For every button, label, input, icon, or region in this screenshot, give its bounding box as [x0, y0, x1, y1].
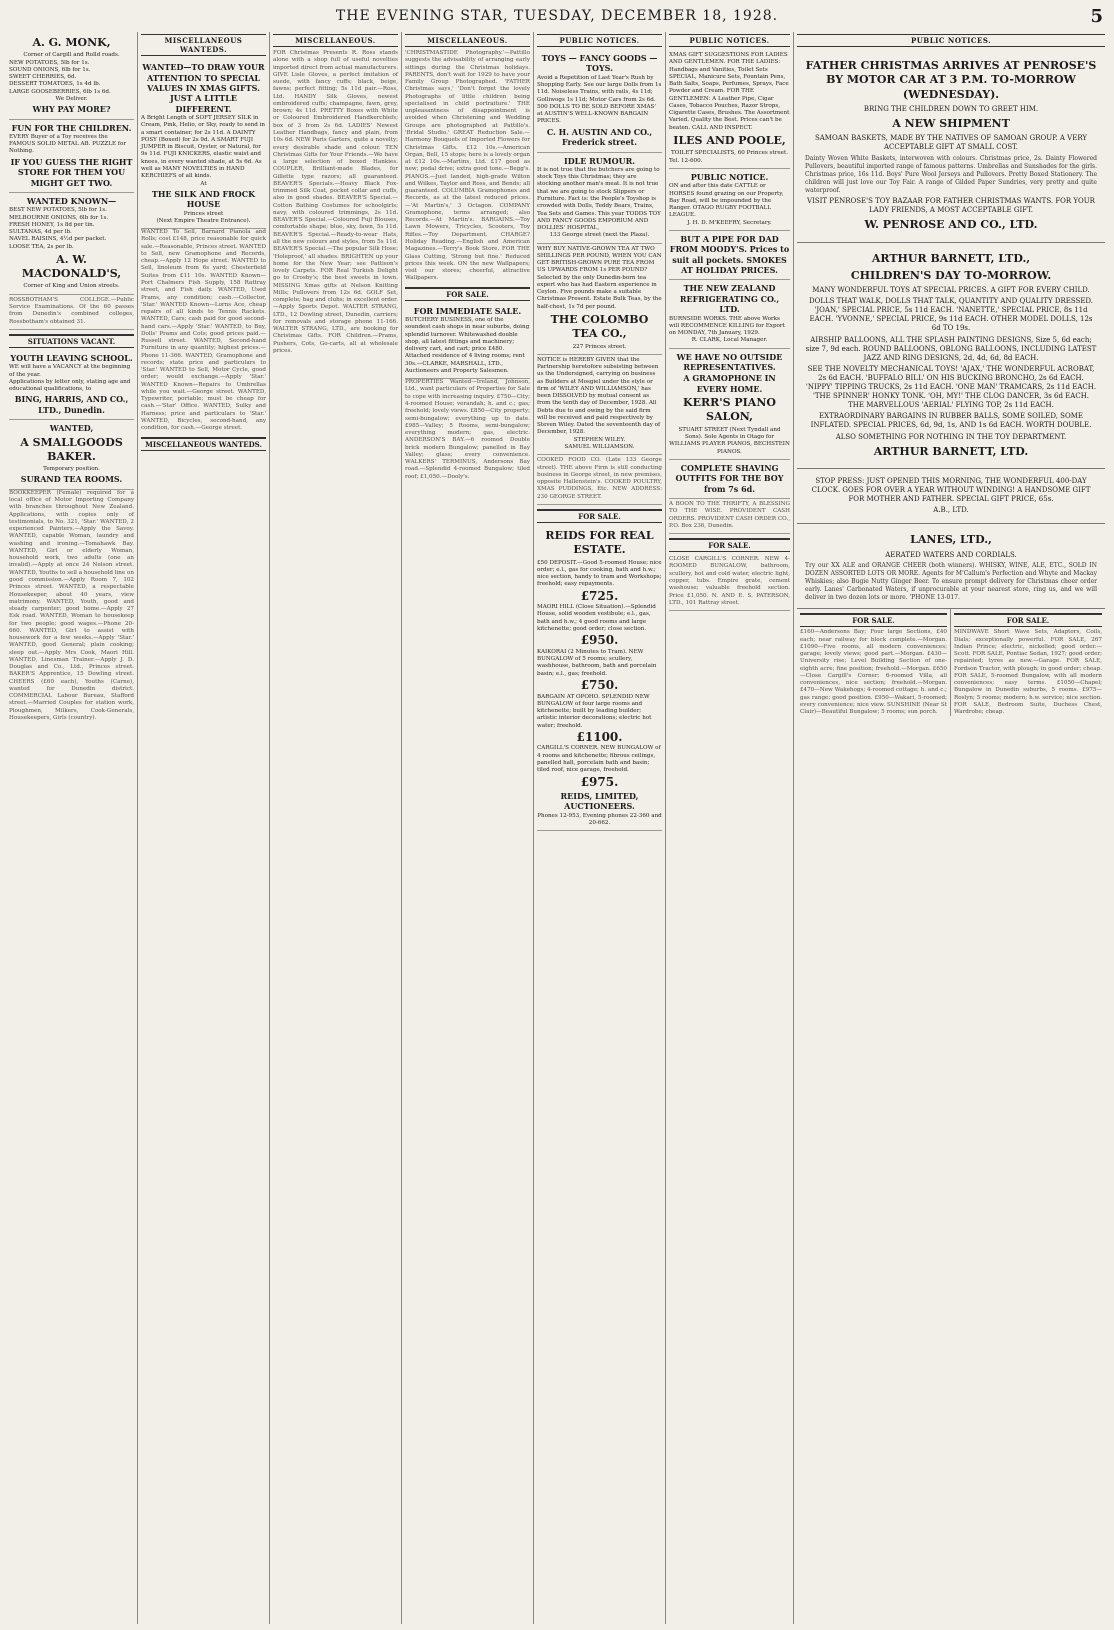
- partnership-notice: [537, 355, 662, 455]
- monk-deliver: We Deliver.: [55, 95, 88, 102]
- childrens-day: CHILDREN'S DAY TO-MORROW.: [850, 268, 1052, 282]
- for-sale-listings: £160—Andersons Bay; Four large Sections, £40 each; near railway for block complete.—Morgan. £1090—Five rooms, all modern conveniences; garage; lovely views; good part.—Morgan. £430—University rise; Level Building Section of one-eighth acre; fine position; freehold.—Morgan. £650—Close Cargill's Corner; 6-roomed Villa, all conveniences, nice section; freehold.—Morgan. £470—New Wakehogs; 4-roomed cottage; h. and c.; gas range; good position. £950—Wakari, 5-roomed; every convenience; nice view. SUNSHINE (Near St Clair)—Beautiful Bungalow; 5 rooms; sun porch.: [800, 629, 947, 716]
- baker-title: A SMALLGOODS BAKER.: [20, 435, 123, 463]
- cattle-text: ON and after this date CATTLE or HORSES found grazing on our Property, Bay Road, will be impounded by the Ranger. OTAGO RUGBY FOOTBALL LEAGUE.: [669, 183, 784, 219]
- column-heading: PUBLIC NOTICES.: [537, 34, 662, 47]
- reids-auctioneers: REIDS, LIMITED, AUCTIONEERS.: [560, 791, 639, 812]
- gramophone: A GRAMOPHONE IN EVERY HOME.: [683, 373, 776, 394]
- toys-text: MANY WONDERFUL TOYS AT SPECIAL PRICES. A GIFT FOR EVERY CHILD.: [812, 286, 1090, 295]
- cooked-food-advert: COOKED FOOD CO. (Late 133 George street). THE above Firm is still conducting business in George street, in new premises, opposite Hallenstein's. COOKED POULTRY, XMAS PUDDINGS, Etc. NEW ADDRESS: 230 GEORGE STREET.: [537, 455, 662, 505]
- refrigerating-advert: [669, 280, 790, 348]
- barnett-name: ARTHUR BARNETT, LTD.,: [871, 251, 1031, 265]
- mechanical-text: SEE THE NOVELTY MECHANICAL TOYS! 'AJAX,' THE WONDERFUL ACROBAT, 2s 6d EACH. 'BUFFALO BILL' ON HIS BUCKING BRONCHO, 2s 6d EACH. 'NIPPY' TIPPING TRUCKS, 2s 11d EACH. 'ONE MAN' TRAMCARS, 2s 11d EACH. 'THE SPINNER' HONKY TONK. 'OH, MY!' THE CLOG DANCER, 3s 6d EACH. THE MARVELLOUS 'AERIAL' FLYING TOP, 2s 11d EACH.: [805, 364, 1097, 410]
- colombo-tea-advert: [537, 244, 662, 355]
- toys-firm: C. H. AUSTIN AND CO., Frederick street.: [546, 126, 653, 148]
- youth-head: YOUTH LEAVING SCHOOL.: [10, 352, 133, 363]
- situations-vacant-head: SITUATIONS VACANT.: [9, 334, 134, 348]
- classified-listings: WANTED To Sell, Barnard Pianola and Rolls; cost £148, price reasonable for quick sale.—Reasonable, Princes street. WANTED to Sell, new Gramophone and Records, cheap.—Apply 12 Hope street. WANTED to Sell, linoleum from 6s yard; Chesterfield Suites from £11 10s. WANTED Known—Port Chalmers Fish Supply, 158 Rattray street, and Fish daily. WANTED, Used Prams, any condition; cash.—Collector, 'Star.' WANTED Known—Lorns Ace, cheap repairs of all kinds to Tennis Rackets. WANTED, Cars; cash paid for good second-hand cars.—Apply 'Star.' WANTED, to Buy, Dolls' Prams and Cots; good prices paid.—Russell street. WANTED, Second-hand Furniture in any quantity; highest prices.—Phone 11-366. WANTED, Gramophone and records; state price and particulars to 'Star.' WANTED to Sell, Motor Cycle, good order; would exchange.—Apply 'Star.' WANTED Known—Repairs to Umbrellas while you wait.—George street. WANTED, Typewriter, portable; must be cheap for cash.—'Star' Office. WANTED, Sulky and Harness; price and particulars to 'Star.' WANTED, Bicycles, second-hand, any condition, for cash.—George street.: [141, 229, 266, 432]
- lanes-text: Try our XX ALE and ORANGE CHEER (both winners). WHISKY, WINE, ALE, ETC., SOLD IN DOZEN ASSORTED LOTS OR MORE. Agents for M'Callum's Perfection and Whyte and Mackay Whiskies; also Bugie Nutty Ginger Beer. To ensure prompt delivery for Christmas cheer order early. Lanes' Carbonated Waters, if unprocurable at your nearest store, ring us, and we will deliver in two dozen lots or more. 'PHONE 13-017.: [805, 561, 1097, 602]
- iles-poole-sub: TOILET SPECIALISTS, 60 Princes street.: [671, 150, 788, 157]
- iles-poole-advert: [669, 50, 790, 169]
- shipment-text: Dainty Woven White Baskets, interwoven with colours. Christmas price, 2s. Dainty Flowered Pullovers, beautiful imported range of famous patterns. Umbrellas and Sunshades for the girls. Christmas price, 16s 11d. Boys' Pure Wool Jerseys and Pullovers. Pretty Boxed Stationery. The children will just love our Toy Fair. A range of Gilded Paper Sundries, very pretty and quite waterproof.: [805, 154, 1097, 194]
- reids-phone: Phones 12-953, Evening phones 22-360 and 20-662.: [537, 812, 662, 827]
- monk-item: DESSERT TOMATOES, 1s 4d lb.: [9, 81, 101, 88]
- macdonald-address: Corner of King and Union streets.: [23, 283, 120, 290]
- baker-head: WANTED,: [49, 423, 94, 434]
- macdonald-head: WANTED KNOWN—: [26, 195, 117, 206]
- reids-price: £975.: [580, 774, 619, 789]
- rubber-text: EXTRAORDINARY BARGAINS IN RUBBER BALLS, SOME SOILED, SOME INFLATED. SPECIAL PRICES, 6d, 9d, 1s, AND 1s 6d EACH. WORTH DOUBLE.: [810, 412, 1092, 430]
- notice-text: NOTICE is HEREBY GIVEN that the Partnership heretofore subsisting between us the Undersigned, carrying on business as Builders at Mosgiel under the style or firm of 'WILEY AND WILLIAMSON,' has been DISSOLVED by mutual consent as from the tenth day of December, 1928. All Debts due to and owing by the said firm will be received and paid respectively by Steven Wiley. Dated the seventeenth day of December, 1928.: [537, 356, 661, 436]
- newspaper-page: [6, 32, 1108, 1624]
- youth-advert: [9, 350, 134, 420]
- dolls-text: DOLLS THAT WALK, DOLLS THAT TALK, QUANTITY AND QUALITY DRESSED. 'JOAN,' SPECIAL PRICE, 5s 11d EACH. 'NANETTE,' SPECIAL PRICE, 8s 11d EACH. 'YVONNE,' SPECIAL PRICE, 9s 11d EACH. OTHER MODEL DOLLS, 12s 6d TO 19s.: [808, 297, 1094, 333]
- fun-head: FUN FOR THE CHILDREN.: [11, 122, 132, 133]
- for-sale-head: FOR SALE.: [954, 613, 1102, 627]
- secretary: J. H. D. M'KEEFRY, Secretary.: [687, 219, 772, 226]
- shaving-advert: [669, 460, 790, 499]
- reids-price: £750.: [580, 677, 619, 692]
- macdonald-name: A. W. MACDONALD'S,: [21, 252, 122, 281]
- lanes-name: LANES, LTD.,: [910, 533, 992, 547]
- wanted-listings: BOOKKEEPER (Female) required for a local office of Motor Importing Company with branches throughout New Zealand. Applications, with copies only of testimonials, to No. 321, 'Star.' WANTED, 2 experienced Painters.—Apply the Savoy. WANTED, capable Woman, laundry and washing and ironing.—Tomahawk Bay. WANTED, Girl or elderly Woman, household work, two adults (one an invalid).—Apply at once 24 Nelson street. WANTED, Youths to sell a household line on good commission.—Apply Room 7, 102 Princes street. WANTED, a respectable Housekeeper, about 40 years, view matrimony. WANTED, Youth, good and steady carpenter; good home.—Apply 27 Esk road. WANTED, Woman to housekeep for two people; good wages.—Phone 20-660. WANTED, Girl to assist with housework for a few weeks.—Apply 'Star.' WANTED, good General; plain cooking; sleep out.—Apply Mrs Cook, Maori Hill. WANTED, Linesman Trainer.—Apply J. D. Douglas and Co., Ltd., Princes street. BAKER'S Apprentice, 15 Dowling street. CHEERS (£60 each), Youths (Carne), wanted for Dunedin district. COMMERCIAL Labour Bureau, Stafford street.—Married Couples for station work, Ploughmen, Milkers, Cook-Generals, Housekeepers, Girls (country).: [9, 489, 134, 722]
- monk-name: A. G. MONK,: [32, 36, 111, 49]
- kerr-piano-advert: [669, 349, 790, 460]
- column-7: [794, 32, 1108, 1624]
- stop-press-text: STOP PRESS: JUST OPENED THIS MORNING, THE WONDERFUL 400-DAY CLOCK. GOES FOR OVER A YEAR WITHOUT WINDING! A HANDSOME GIFT FOR MOTHER AND FATHER. SPECIAL GIFT PRICE, 65s.: [811, 476, 1091, 504]
- tea-firm: THE COLOMBO TEA CO.,: [550, 312, 649, 341]
- penrose-name: W. PENROSE AND CO., LTD.: [864, 218, 1038, 232]
- silk-house-advert: [141, 59, 266, 229]
- moodys-pipe-advert: [669, 231, 790, 281]
- silk-lead: WANTED—TO DRAW YOUR ATTENTION TO SPECIAL VALUES IN XMAS GIFTS. JUST A LITTLE DIFFERENT.: [142, 62, 265, 114]
- baker-advert: [9, 420, 134, 490]
- youth-body: WE will have a VACANCY at the beginning of the year.: [9, 364, 131, 378]
- macdonald-item: MELBOURNE ONIONS, 6lb for 1s.: [9, 214, 109, 221]
- father-christmas: FATHER CHRISTMAS ARRIVES AT PENROSE'S BY MOTOR CAR AT 3 P.M. TO-MORROW (WEDNESDAY).: [805, 59, 1097, 101]
- penrose-advert: [797, 50, 1105, 242]
- macdonald-item: FRESH HONEY, 1s 8d per tin.: [9, 221, 95, 228]
- for-sale-listings: MINDWAVE Short Wave Sets, Adaptors, Coils, Dials; exceptionally powerful. FOR SALE, 267 Indian Prince; electric, nickelled; good order.—Scott. FOR SALE, Pontiac Sedan, 1927; good order; repainted; tyres as new.—Garage. FOR SALE, Fordson Tractor, with plough; in good order; cheap. FOR SALE, 5-roomed Bungalow, with all modern conveniences; easy terms. £1050—Chapel; Bungalow in Dunedin suburbs, 5 rooms. £975—Roslyn; 5 rooms; modern; h.w. service; nice section. FOR SALE, Bedroom Suite, Duchess Chest, Wardrobe; cheap.: [954, 629, 1102, 716]
- reids-advert: [537, 525, 662, 831]
- reids-price: £1100.: [576, 729, 623, 744]
- tea-addr: 227 Princes street.: [572, 343, 627, 350]
- silk-note: (Next Empire Theatre Entrance).: [156, 217, 251, 224]
- monk-item: SOUND ONIONS, 6lb for 1s.: [9, 66, 91, 73]
- masthead: [0, 0, 1114, 32]
- kerr-sub: STUART STREET (Next Tyndall and Sons). Sole Agents in Otago for WILLIAMS PLAYER PIANOS, BECHSTEIN PIANOS.: [669, 426, 790, 455]
- iles-poole-tel: Tel. 12-600.: [669, 157, 703, 164]
- butchery-head: FOR IMMEDIATE SALE.: [413, 305, 522, 316]
- notice-signature: SAMUEL WILLIAMSON.: [564, 444, 635, 450]
- no-reps: WE HAVE NO OUTSIDE REPRESENTATIVES.: [676, 351, 783, 373]
- fun-body: EVERY Buyer of a Toy receives the FAMOUS SOLID METAL AB. PUZZLE for Nothing.: [9, 133, 126, 155]
- newspaper-title: THE EVENING STAR, TUESDAY, DECEMBER 18, 1928.: [335, 8, 779, 24]
- column-4: [402, 32, 534, 1624]
- toys-text: Avoid a Repetition of Last Year's Rush by Shopping Early. See our large Dolls from 1s 11d. Noiseless Trains, with rails, 4s 11d; Golliwogs 1s 11d; Motor Cars from 2s 6d. 500 DOLLS TO BE SOLD BEFORE XMAS' at AUSTIN'S WELL-KNOWN BARGAIN PRICES.: [537, 74, 662, 125]
- classified-listings: FOR Christmas Presents R. Ross stands alone with a shop full of useful novelties imported direct from actual manufacturers. GIVE Lisle Gloves, a perfect imitation of suede, with fancy cuffs; black, beige, fawns; perfect fitting; 5s 11d pair.—Ross, Ltd. HANDY Silk Gloves, newest embroidered cuffs; champagne, fawn, grey, brown; 4s 11d. PRETTY Boxes with White or Coloured Embroidered Handkerchiefs; box of 3 from 2s 6d. LADIES' Newest Leather Handbags, fancy and plain, from 10s 6d. NEW Paris Garters, quite a novelty; every desirable shade and colour. TEN Christmas Gifts for Your Friends.—We have a large selection of boxed Hankies. COUPLER, Brilliant-made Blades, for Gillette type razors; all guaranteed. BEAVER'S Specials.—Heavy Black Fox-trimmed Silk Coat, pocket collar and cuffs, also in good shades. BEAVER'S Special.—Cotton Bathing Costumes for schoolgirls; navy, with coloured trimmings, 2s 11d. BEAVER'S Special.—Coloured Fuji Blouses, comfortable shape; blue, sky, fawn, 5s 11d. BEAVER'S Special.—Ready-to-wear Hats, all the new colours and styles, from 5s 11d. BEAVER'S Special.—The popular Silk Hose; 'Holeproof,' all shades. BRIGHTEN up your home for the New Year; see Pattison's lovely Carpets. FOR Real Turkish Delight go to Crosby's; the best sweets in town. MISSING Xmas gifts at Nelson Knitting Mills; Pullovers from 12s 6d. GOLF Set, complete; bag and clubs; in excellent order.—Apply Sports Depot. WALTER STRANG, LTD., 12 Dowling street, Dunedin, carriers; for removals and storage phone 11-166. WALTER STRANG, LTD., are booking for Christmas Gifts. FOR Children.—Prams, Pushers, Cots, Go-carts, all at wholesale prices.: [273, 50, 398, 354]
- refrig-head: THE NEW ZEALAND REFRIGERATING CO., LTD.: [679, 283, 780, 315]
- monk-item: LARGE GOOSEBERRIES, 6lb 1s 6d.: [9, 88, 111, 95]
- baker-sub: Temporary position.: [43, 466, 100, 473]
- iles-poole-firm: ILES AND POOLE,: [673, 134, 786, 148]
- macdonald-item: NAVEL RAISINS, 4½d per packet.: [9, 236, 107, 243]
- notice-signature: STEPHEN WILEY.: [573, 436, 626, 443]
- column-5: [534, 32, 666, 1624]
- fun-advert: [9, 120, 134, 193]
- reids-text: CARGILL'S CORNER. NEW BUNGALOW of 4 rooms and kitchenette; fibrous ceilings, panelled hall, porcelain bath and basin; tiled roof, nice garage, freehold.: [537, 745, 661, 774]
- rossbotham-advert: ROSSBOTHAM'S COLLEGE.—Public Service Examinations. Of the 60 passes from Dunedin's combined colleges, Rossbotham's obtained 31.: [9, 295, 134, 330]
- for-sale-right: [951, 609, 1105, 716]
- monk-item: NEW POTATOES, 5lb for 1s.: [9, 59, 90, 66]
- reids-text: £50 DEPOSIT.—Good 5-roomed House; nice order; e.l., gas for cooking, bath and h.w.; nice section, handy to tram and Workshops; freehold; easy repayments.: [537, 559, 662, 588]
- pipe-text: BUT A PIPE FOR DAD FROM MOODY'S. Prices to suit all pockets. SMOKES AT HOLIDAY PRICES.: [669, 233, 790, 275]
- toys-title: TOYS — FANCY GOODS — TOYS.: [541, 53, 658, 74]
- misc-wanted-head: MISCELLANEOUS WANTEDS.: [141, 437, 266, 451]
- kerr-name: KERR'S PIANO SALON,: [683, 396, 776, 424]
- idle-addr: 133 George street (next the Plaza).: [549, 232, 650, 239]
- column-heading: MISCELLANEOUS WANTEDS.: [141, 34, 266, 56]
- reids-price: £725.: [580, 588, 619, 603]
- column-heading: MISCELLANEOUS.: [405, 34, 530, 47]
- idle-rumour-advert: [537, 153, 662, 244]
- silk-at: At: [200, 180, 207, 187]
- column-3: [270, 32, 402, 1624]
- burnside-text: BURNSIDE WORKS. THE above Works will RECOMMENCE KILLING for Export on MONDAY, 7th January, 1929.: [669, 315, 785, 337]
- column-heading: PUBLIC NOTICES.: [797, 34, 1105, 47]
- reids-title: REIDS FOR REAL ESTATE.: [545, 528, 654, 557]
- monk-advert: [9, 32, 134, 120]
- property-listings: PROPERTIES Wanted—Ireland, Johnson, Ltd., want particulars of Properties for Sale to cope with increasing inquiry. £750—City; 4-roomed House; verandah; h. and c.; gas; freehold; lovely views. £850—City property; semi-bungalow; everything up to date. £985—Valley; 5 Rooms, semi-bungalow; everything modern; gas, electric. ANDERSON'S BAY.—6 roomed Double brick modern Bungalow; panelled in Bay Valley; glass; every convenience. WALKERS' TERMINUS, Andersons Bay road.—Splendid 4-roomed Bungalow; tiled roof; £1,050.—Dooly's.: [405, 379, 530, 480]
- macdonald-item: LOOSE TEA, 2s per lb.: [9, 243, 74, 250]
- monk-item: SWEET CHERRIES, 6d.: [9, 74, 77, 81]
- column-6: [666, 32, 794, 1624]
- column-heading: PUBLIC NOTICES.: [669, 34, 790, 47]
- column-heading: MISCELLANEOUS.: [273, 34, 398, 47]
- page-number: 5: [1090, 6, 1104, 27]
- gifts-text: XMAS GIFT SUGGESTIONS FOR LADIES AND GENTLEMEN. FOR THE LADIES: Handbags and Vanities, Toilet Sets SPECIAL, Manicure Sets, Fountain Pens, Bath Salts, Soaps, Perfumes, Sprays, Face Powder and Cream. FOR THE GENTLEMEN: A Leather Pipe, Cigar Cases, Tobacco Pouches, Razor Strops, Cigarette Cases, Brushes. The Assortment Varied. Quality the Best. Prices can't be beaten. CALL AND INSPECT.: [669, 52, 790, 131]
- youth-firm: BING, HARRIS, AND CO., LTD., Dunedin.: [14, 394, 129, 415]
- youth-apply: Applications by letter only, stating age and educational qualifications, to: [9, 378, 131, 393]
- stop-press-advert: [797, 469, 1105, 524]
- macdonald-item: SULTANAS, 4d per lb.: [9, 229, 72, 236]
- lanes-sub: AERATED WATERS AND CORDIALS.: [885, 550, 1017, 559]
- tea-text: WHY BUY NATIVE-GROWN TEA AT TWO SHILLINGS PER POUND, WHEN YOU CAN GET BRITISH-GROWN PURE TEA FROM US UPWARDS FROM 1s PER POUND? Selected by the only Dunedin-born tea expert who has had Eastern experience in Ceylon. Five pounds make a suitable Christmas Present. Estate Bulk Teas, by the half-chest, 1s 7d per pound.: [537, 245, 662, 310]
- butchery-advert: [405, 303, 530, 380]
- for-sale-head: FOR SALE.: [800, 613, 947, 627]
- shipment-head: A NEW SHIPMENT: [892, 117, 1010, 131]
- silk-firm: THE SILK AND FROCK HOUSE: [151, 188, 256, 210]
- column-1: [6, 32, 138, 1624]
- austin-toys-advert: [537, 50, 662, 152]
- macdonald-item: BEST NEW POTATOES, 5lb for 1s.: [9, 207, 107, 214]
- visit-text: VISIT PENROSE'S TOY BAZAAR FOR FATHER CHRISTMAS WANTS. FOR YOUR LADY FRIENDS, A MOST ACCEPTABLE GIFT.: [807, 197, 1095, 215]
- reids-text: BARGAIN AT OPOHO. SPLENDID NEW BUNGALOW of four large rooms and kitchenette; built by leading builder; artistic interior decorations; electric hot water; freehold.: [537, 693, 652, 729]
- for-sale-left: [797, 609, 951, 716]
- shaving-text: COMPLETE SHAVING OUTFITS FOR THE BOY from 7s 6d.: [675, 462, 784, 494]
- shipment-sub: SAMOAN BASKETS, MADE BY THE NATIVES OF SAMOAN GROUP. A VERY ACCEPTABLE GIFT AT SMALL COST.: [814, 134, 1088, 152]
- reids-text: MAORI HILL (Close Situation).—Splendid House, solid wooden vestibule; e.l., gas, bath and h.w.; 4 good rooms and large kitchenette; good order; close section.: [537, 604, 656, 632]
- stop-press-sign: A.B., LTD.: [933, 506, 969, 515]
- for-sale-columns: [797, 609, 1105, 716]
- for-sale-head: FOR SALE.: [669, 538, 790, 552]
- lanes-advert: [797, 524, 1105, 609]
- for-sale-head: FOR SALE.: [537, 509, 662, 523]
- provident-advert: A BOON TO THE THRIFTY, A BLESSING TO THE WISE. PROVIDENT CASH ORDERS. PROVIDENT CASH ORDER CO., P.O. Box 236, Dunedin.: [669, 499, 790, 534]
- silk-body: A Bright Length of SOFT JERSEY SILK in Cream, Pink, Helio, or Sky, ready to send in a smart container, for 2s 11d. A DAINTY POSY (Boxed) for 2s 9d. A SMART FUJI JUMPER in Biscuit, Oyster, or Natural, for 9s 11d. FUJI KNICKERS, elastic waist and knees, in every wanted shade, at 5s 6d. As well as MANY NOVELTIES in HAND KERCHIEFS of all kinds.: [141, 115, 266, 180]
- idle-text: It is not true that the butchers are going to stock Toys this Christmas; they are stocking another man's meat. It is not true that we are going to stock Slippers or Furniture. Fact is: the People's Toyshop is crowded with Dolls, Teddy Bears, Trains, Tea Sets and Games. This year TODDS TOY AND FANCY GOODS EMPORIUM AND DOLLIES' HOSPITAL,: [537, 166, 661, 232]
- bring-children: BRING THE CHILDREN DOWN TO GREET HIM.: [863, 104, 1039, 113]
- baker-firm: SURAND TEA ROOMS.: [20, 474, 123, 485]
- monk-address: Corner of Cargill and Rolld roads.: [23, 52, 120, 59]
- public-notice-head: PUBLIC NOTICE.: [690, 171, 769, 182]
- column-2: [138, 32, 270, 1624]
- fun-tag: IF YOU GUESS THE RIGHT STORE FOR THEM YOU MIGHT GET TWO.: [10, 156, 133, 188]
- barnett-name: ARTHUR BARNETT, LTD.: [873, 444, 1029, 458]
- reids-price: £950.: [580, 633, 619, 648]
- macdonald-advert: [9, 193, 134, 295]
- clark: R. CLARK, Local Manager.: [691, 337, 768, 344]
- butchery-body: BUTCHERY BUSINESS, one of the soundest cash shops in near suburbs, doing splendid turnover. Whitewashed double shop, all latest fittings and machinery; delivery cart, and cart; price £480. Attached residence of 4 living rooms; rent 30s.—CLARKE, MARSHALL, LTD., Auctioneers and Property Salesmen.: [405, 317, 530, 374]
- classified-listings: 'CHRISTMASTIDE Photography.'—Pattillo suggests the advisability of arranging early sittings during the Christmas holidays. PARENTS, don't wait for 1929 to have your Family Group Photographed. 'FATHER Christmas says,' 'Don't forget the lovely Photographs of little children being specialised in child portraiture.' THE unpleasantness of disappointment is avoided when Christening and Wedding Groups are photographed at Pattillo's. 'Bridal Studio.' GREAT Reduction Sale.—Harmony Bouquets of Imported Flowers for Christmas Gifts. £12 10s.—American Organ, Bell, 15 stops; here is a lovely organ at £12 10s.—Martins, Ltd. £17 good as new; pedal drive; extra good tone.—Begg's. PIANOS.—Just landed, high-grade Wilton and Wilkes, Taylor and Ross, and Bends; all guaranteed. COLUMBIA Gramophones and Records, as at the latest reduced prices.—'At Martin's,' 3 Octagon. COMPANY Gramophone, terms arranged; also Records.—At Martin's. BARGAINS.—Toy Lawn Mowers, Tricycles, Scooters, Toy Rifles.—Toy Department. CHARGE? Holiday Reading.—English and American Magazines.—Terry's Book Store. FOR THE Glass Cutting, 'Strong but fine.' Reduced prices this week. ON the new Wallpapers; visit our stores; cheerful, attractive Wallpapers.: [405, 50, 530, 282]
- monk-why: WHY PAY MORE?: [32, 104, 111, 115]
- silk-street: Princes street: [183, 210, 224, 217]
- idle-head: IDLE RUMOUR.: [563, 155, 636, 166]
- paterson-advert: CLOSE CARGILL'S CORNER. NEW 4-ROOMED BUNGALOW, bathroom, scullery, hot and cold water, electric light, copper, tubs. Empire grate, cement washouse; valuable freehold section. Price £1,050. N. AND E. S. PATERSON, LTD., 101 Rattray street.: [669, 554, 790, 611]
- balloons-text: AIRSHIP BALLOONS, ALL THE SPLASH PAINTING DESIGNS, Size 5, 6d each; size 7, 9d each. ROUND BALLOONS, OBLONG BALLOONS, INCLUDING LATEST JAZZ AND RING DESIGNS, 2d, 4d, 6d, 8d EACH.: [805, 335, 1097, 362]
- toy-dept-text: ALSO SOMETHING FOR NOTHING IN THE TOY DEPARTMENT.: [835, 432, 1067, 441]
- for-sale-head: FOR SALE.: [405, 287, 530, 301]
- reids-text: KAIKORAI (2 Minutes to Tram). NEW BUNGALOW of 5 rooms; scullery, washhouse, bathroom, bath and porcelain basin; e.l., gas; freehold.: [537, 648, 657, 677]
- public-notice: [669, 169, 790, 231]
- barnett-advert: [797, 243, 1105, 469]
